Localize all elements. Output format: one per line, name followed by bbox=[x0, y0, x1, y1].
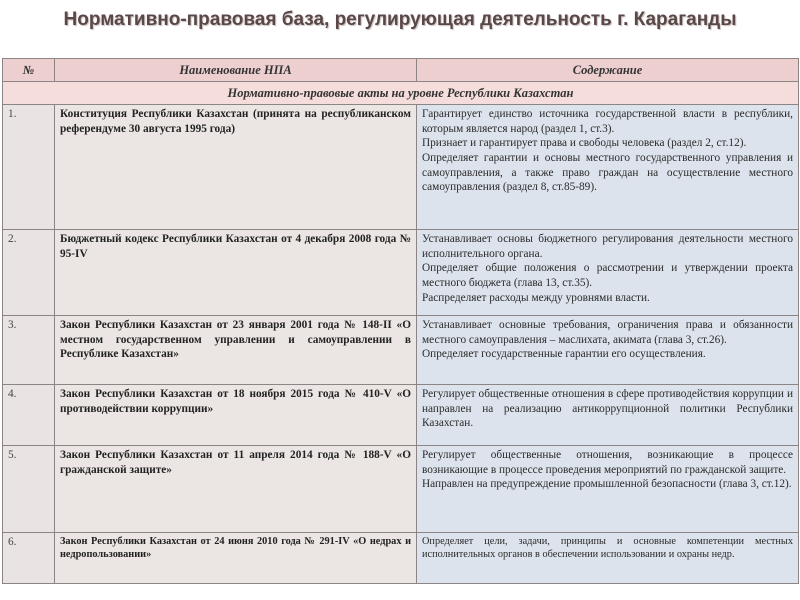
table-row bbox=[3, 230, 799, 316]
content-paragraph: Направлен на предупреждение промышленной безопасности (глава 3, ст.12). bbox=[422, 478, 792, 491]
content-paragraph: Устанавливает основные требования, ограничения права и обязанности местного самоуправления – маслихата, акимата (глава 3, ст.26). bbox=[422, 319, 793, 346]
table-row bbox=[3, 385, 799, 446]
row-number: 4. bbox=[3, 385, 55, 446]
act-name: Конституция Республики Казахстан (принята на республиканском референдуме 30 августа 1995 года) bbox=[55, 105, 417, 230]
row-number: 5. bbox=[3, 446, 55, 533]
content-paragraph: Гарантирует единство источника государственной власти в республики, которым является народ (раздел 1, ст.3). bbox=[422, 108, 793, 135]
act-content bbox=[417, 533, 799, 584]
npa-table bbox=[2, 58, 799, 584]
table-header-row bbox=[3, 59, 799, 82]
section-row bbox=[3, 82, 799, 105]
act-content bbox=[417, 105, 799, 230]
content-paragraph: Распределяет расходы между уровнями власти. bbox=[422, 291, 650, 304]
act-content bbox=[417, 316, 799, 385]
row-number: 3. bbox=[3, 316, 55, 385]
act-content bbox=[417, 385, 799, 446]
content-paragraph: Определяет государственные гарантии его осуществления. bbox=[422, 348, 706, 361]
header-num: № bbox=[3, 59, 55, 82]
header-name: Наименование НПА bbox=[55, 59, 417, 82]
row-number: 1. bbox=[3, 105, 55, 230]
act-content bbox=[417, 446, 799, 533]
section-title: Нормативно-правовые акты на уровне Республики Казахстан bbox=[3, 82, 799, 105]
content-paragraph: Регулирует общественные отношения в сфере противодействия коррупции и направлен на реализацию антикоррупционной политики Республики Казахстан. bbox=[422, 388, 793, 430]
content-paragraph: Признает и гарантирует права и свободы человека (раздел 2, ст.12). bbox=[422, 137, 747, 150]
table-row bbox=[3, 105, 799, 230]
content-paragraph: Устанавливает основы бюджетного регулирования деятельности местного исполнительного органа. bbox=[422, 233, 793, 260]
content-paragraph: Определяет цели, задачи, принципы и основные компетенции местных исполнительных органов в обеспечении использовании и охраны недр. bbox=[422, 536, 793, 561]
act-name: Закон Республики Казахстан от 24 июня 2010 года № 291-IV «О недрах и недропользовании» bbox=[55, 533, 417, 584]
act-name: Закон Республики Казахстан от 23 января 2001 года № 148-II «О местном государственном управлении и самоуправлении в Республике Казахстан» bbox=[55, 316, 417, 385]
table-row bbox=[3, 446, 799, 533]
act-content bbox=[417, 230, 799, 316]
act-name: Закон Республики Казахстан от 18 ноября 2015 года № 410-V «О противодействии коррупции» bbox=[55, 385, 417, 446]
content-paragraph: Определяет гарантии и основы местного государственного управления и самоуправления, а также право граждан на осуществление местного самоуправления (раздел 8, ст.85-89). bbox=[422, 152, 793, 194]
row-number: 2. bbox=[3, 230, 55, 316]
act-name: Бюджетный кодекс Республики Казахстан от 4 декабря 2008 года № 95-IV bbox=[55, 230, 417, 316]
table-row bbox=[3, 533, 799, 584]
content-paragraph: Определяет общие положения о рассмотрении и утверждении проекта местного бюджета (глава 13, ст.35). bbox=[422, 262, 793, 290]
content-paragraph: Регулирует общественные отношения, возникающие в процессе возникающие в процессе проведения мероприятий по гражданской защите. bbox=[422, 449, 793, 476]
header-content: Содержание bbox=[417, 59, 799, 82]
table-row bbox=[3, 316, 799, 385]
page-title: Нормативно-правовая база, регулирующая деятельность г. Караганды bbox=[63, 9, 737, 30]
row-number: 6. bbox=[3, 533, 55, 584]
act-name: Закон Республики Казахстан от 11 апреля 2014 года № 188-V «О гражданской защите» bbox=[55, 446, 417, 533]
